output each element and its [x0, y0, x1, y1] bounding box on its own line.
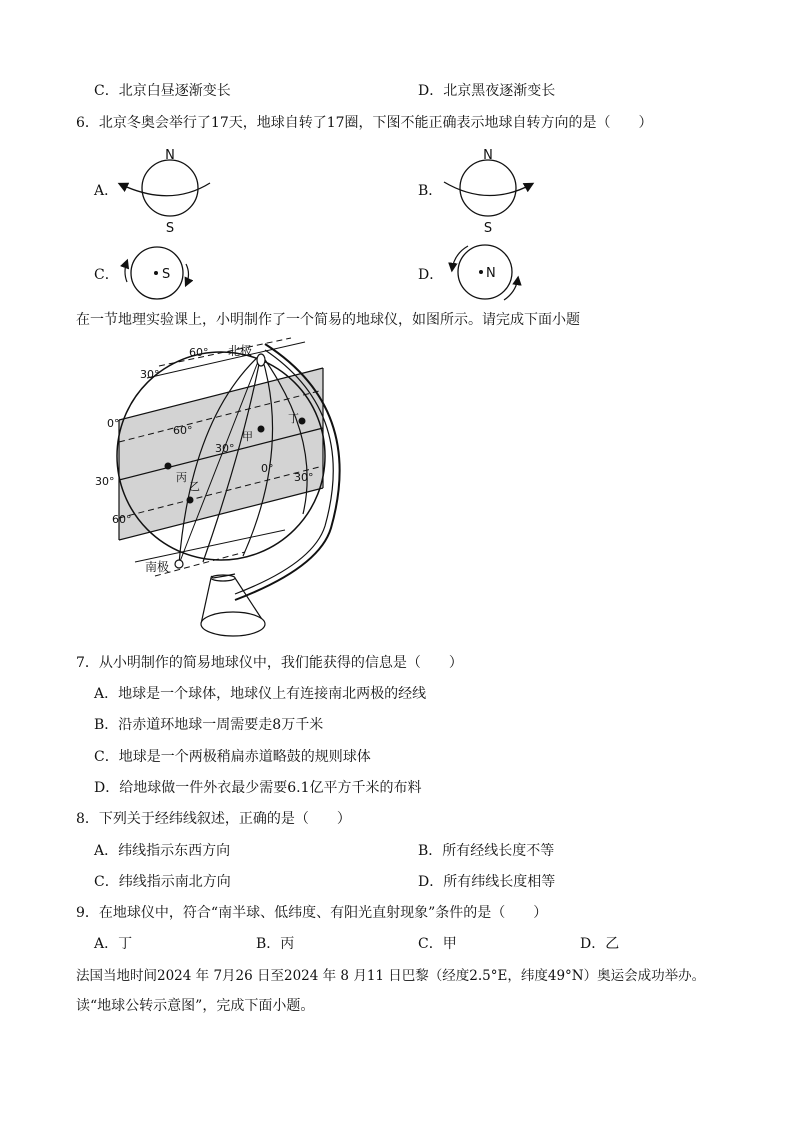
q6-stem: 6．北京冬奥会举行了17天，地球自转了17圈，下图不能正确表示地球自转方向的是（ ）: [76, 115, 653, 131]
parallel-60n: [147, 342, 305, 378]
rotation-arrow: [444, 182, 532, 196]
rotation-arrow-left: [452, 246, 468, 270]
point-yi: [187, 497, 194, 504]
north-pole-label: 北极: [228, 344, 253, 358]
lon-30a-label: 30°: [215, 442, 235, 455]
q6-figure-b: [428, 140, 548, 240]
q6-option-d-label: D．: [418, 267, 444, 283]
point-ding: [299, 418, 306, 425]
q9-stem: 9．在地球仪中，符合“南半球、低纬度、有阳光直射现象”条件的是（ ）: [76, 905, 548, 921]
q8-option-d: D．所有纬线长度相等: [418, 874, 556, 890]
south-pole-label: 南极: [145, 560, 170, 574]
q8-option-b: B．所有经线长度不等: [418, 843, 555, 859]
q7-stem: 7．从小明制作的简易地球仪中，我们能获得的信息是（ ）: [76, 655, 463, 671]
q6-option-a-label: A．: [94, 183, 119, 199]
paris-intro-line1: 法国当地时间2024 年 7月26 日至2024 年 8 月11 日巴黎（经度2.5°E，纬度49°N）奥运会成功举办。: [76, 968, 706, 984]
point-bing-label: 丙: [176, 471, 187, 484]
south-label: S: [165, 221, 175, 236]
south-label: S: [162, 267, 171, 282]
point-jia: [258, 426, 265, 433]
lat-0-label: 0°: [107, 417, 120, 430]
rotation-arrow-right: [186, 264, 189, 285]
q5-option-c: C．北京白昼逐渐变长: [94, 83, 231, 99]
q9-option-b: B．丙: [256, 936, 295, 952]
stand-base: [201, 612, 265, 636]
lon-0-label: 0°: [261, 462, 274, 475]
globe-figure: [95, 338, 345, 640]
q6-figure-c: [118, 244, 198, 304]
q9-option-c: C．甲: [418, 936, 457, 952]
parallel-60s: [135, 530, 285, 562]
q6-option-c-label: C．: [94, 267, 119, 283]
q7-option-a: A．地球是一个球体，地球仪上有连接南北两极的经线: [94, 686, 427, 702]
lon-30b-label: 30°: [294, 471, 314, 484]
q6-option-b-label: B．: [418, 183, 443, 199]
lat-60n-label: 60°: [189, 346, 209, 359]
point-yi-label: 乙: [189, 480, 200, 493]
point-ding-label: 丁: [288, 412, 299, 425]
q7-option-c: C．地球是一个两极稍扁赤道略鼓的规则球体: [94, 749, 371, 765]
lon-60-label: 60°: [173, 424, 193, 437]
south-pole-marker: [175, 560, 183, 568]
north-pole-marker: [257, 354, 265, 366]
q7-option-d: D．给地球做一件外衣最少需要6.1亿平方千米的布料: [94, 780, 422, 796]
q6-figure-d: [446, 240, 526, 306]
south-label: S: [483, 221, 493, 236]
point-jia-label: 甲: [242, 430, 253, 443]
north-label: N: [486, 266, 496, 281]
q8-stem: 8．下列关于经纬线叙述，正确的是（ ）: [76, 811, 351, 827]
rotation-arrow-left: [125, 261, 127, 282]
lat-60s-label: 60°: [112, 513, 132, 526]
q9-option-d: D．乙: [580, 936, 620, 952]
lat-30n-label: 30°: [140, 368, 160, 381]
north-label: N: [483, 148, 493, 163]
rotation-arrow: [120, 183, 210, 196]
pole-dot: [154, 271, 158, 275]
q8-option-a: A．纬线指示东西方向: [94, 843, 231, 859]
paris-intro-line2: 读“地球公转示意图”，完成下面小题。: [76, 998, 315, 1014]
lat-30s-label: 30°: [95, 475, 115, 488]
globe-circle: [460, 160, 516, 216]
q7-option-b: B．沿赤道环地球一周需要走8万千米: [94, 717, 324, 733]
globe-circle: [142, 160, 198, 216]
q6-figure-a: [110, 140, 220, 240]
pole-dot: [479, 270, 483, 274]
point-bing: [165, 463, 172, 470]
north-label: N: [165, 148, 175, 163]
globe-circle: [458, 245, 512, 299]
globe-intro: 在一节地理实验课上，小明制作了一个简易的地球仪，如图所示。请完成下面小题: [76, 312, 580, 328]
q5-option-d: D．北京黑夜逐渐变长: [418, 83, 556, 99]
q8-option-c: C．纬线指示南北方向: [94, 874, 231, 890]
q9-option-a: A．丁: [94, 936, 133, 952]
